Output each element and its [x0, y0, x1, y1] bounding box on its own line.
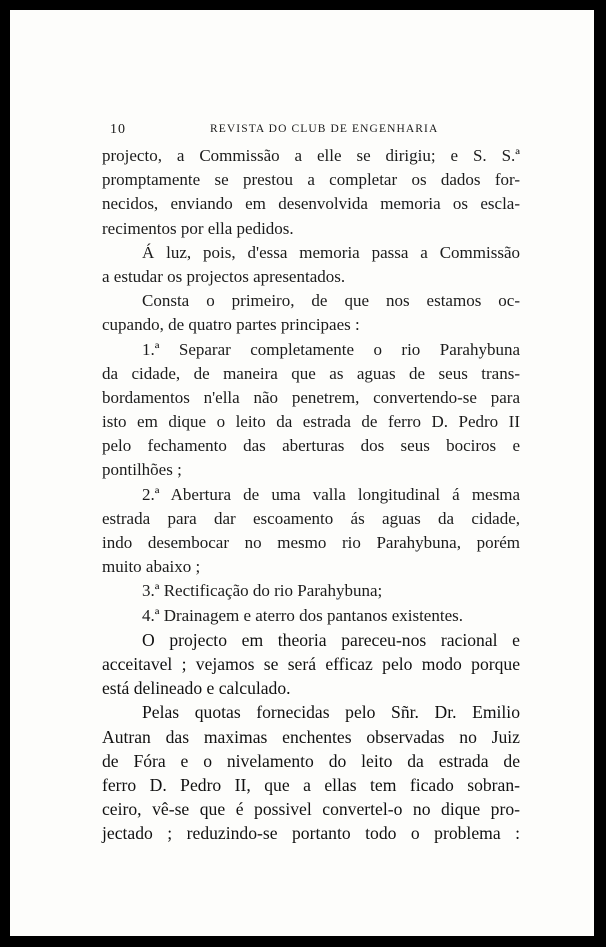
paragraph — [102, 700, 520, 845]
text-line: pelo fechamento das aberturas dos seus bociros e — [102, 436, 520, 456]
paragraph — [102, 579, 520, 603]
paragraph — [102, 289, 520, 337]
text-line: de Fóra e o nivelamento do leito da estrada de — [102, 750, 520, 771]
paragraph — [102, 483, 520, 580]
text-line: ferro D. Pedro II, que a ellas tem ficado sobran- — [102, 774, 520, 795]
text-line: jectado ; reduzindo-se portanto todo o problema : — [102, 823, 520, 844]
text-line: a estudar os projectos apresentados. — [102, 266, 346, 286]
paragraph — [102, 338, 520, 483]
text-line: necidos, enviando em desenvolvida memoria os escla- — [102, 194, 520, 214]
text-line: pontilhões ; — [102, 460, 182, 480]
text-line: 1.ª Separar completamente o rio Parahybuna — [142, 339, 520, 359]
text-line: Autran das maximas enchentes observadas no Juiz — [102, 726, 520, 747]
text-line: cupando, de quatro partes principaes : — [102, 315, 360, 335]
text-line: projecto, a Commissão a elle se dirigiu; e S. S.ª — [102, 146, 520, 165]
text-line: 2.ª Abertura de uma valla longitudinal á mesma — [142, 484, 520, 504]
paragraph — [102, 241, 520, 289]
text-line: Pelas quotas fornecidas pelo Sñr. Dr. Emilio — [142, 702, 520, 723]
text-line: indo desembocar no mesmo rio Parahybuna, porém — [102, 533, 520, 552]
text-line: ceiro, vê-se que é possivel convertel-o no dique pro- — [102, 799, 520, 820]
text-line: Consta o primeiro, de que nos estamos oc- — [142, 291, 520, 311]
paragraph — [102, 144, 520, 241]
text-line: promptamente se prestou a completar os dados for- — [102, 170, 520, 190]
text-line: isto em dique o leito da estrada de ferro D. Pedro II — [102, 412, 520, 432]
text-line: recimentos por ella pedidos. — [102, 218, 294, 238]
text-line: muito abaixo ; — [102, 557, 201, 577]
text-line: bordamentos n'ella não penetrem, convertendo-se para — [102, 387, 520, 407]
text-line: da cidade, de maneira que as aguas de seus trans- — [102, 363, 520, 383]
paragraph — [102, 628, 520, 701]
running-head — [110, 122, 524, 142]
journal-title: REVISTA DO CLUB DE ENGENHARIA — [210, 123, 439, 135]
text-line: estrada para dar escoamento ás aguas da cidade, — [102, 508, 520, 528]
text-line: acceitavel ; vejamos se será efficaz pelo modo porque — [102, 653, 520, 674]
body-text — [102, 144, 520, 845]
book-page — [10, 10, 594, 936]
text-line: O projecto em theoria pareceu-nos racional e — [142, 629, 520, 650]
paragraph — [102, 604, 520, 628]
page-number: 10 — [110, 122, 126, 137]
text-line: 3.ª Rectificação do rio Parahybuna; — [142, 581, 383, 601]
text-line: 4.ª Drainagem e aterro dos pantanos existentes. — [142, 605, 463, 625]
text-line: está delineado e calculado. — [102, 678, 291, 699]
text-line: Á luz, pois, d'essa memoria passa a Commissão — [142, 242, 520, 262]
